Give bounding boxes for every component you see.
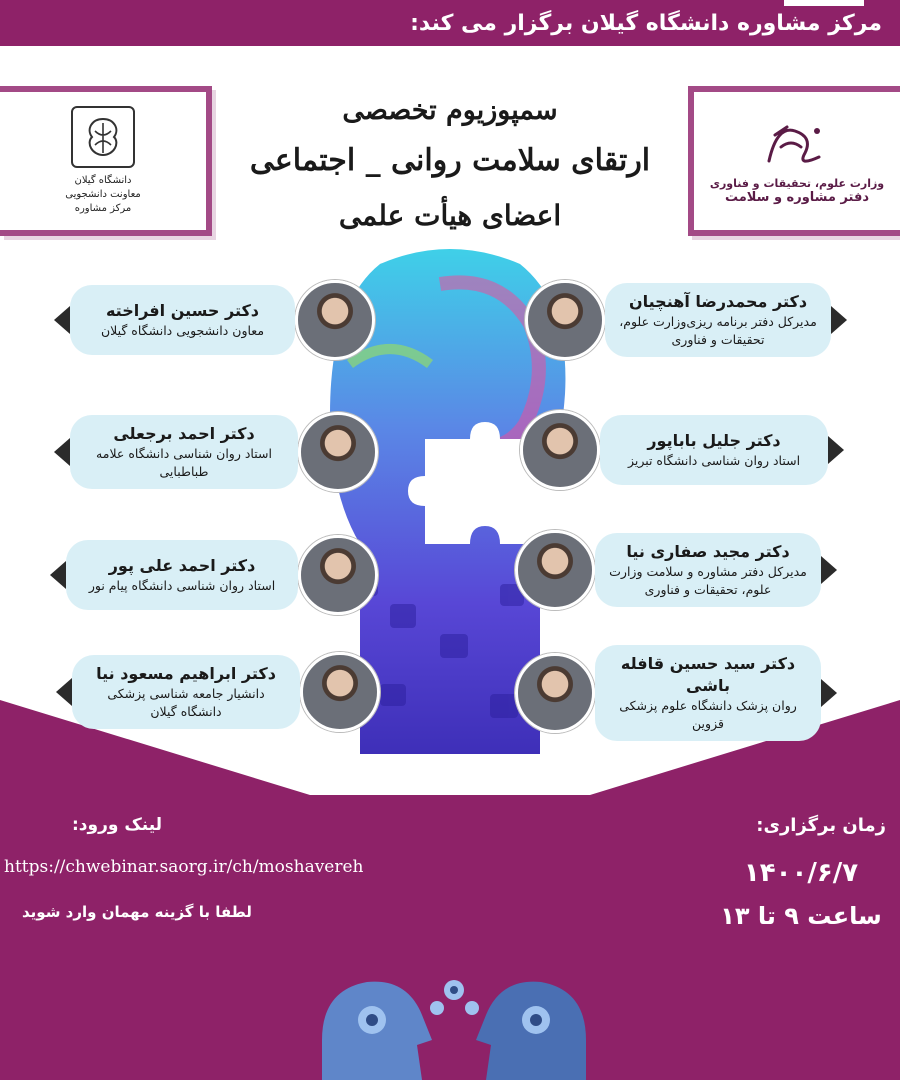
speaker-photo [515,653,595,733]
speaker-name: دکتر حسین افراخته [105,301,260,320]
university-logo-line2: معاونت دانشجویی [65,189,141,200]
banner-text: مرکز مشاوره دانشگاه گیلان برگزار می کند: [410,10,882,36]
speaker-name: دکتر احمد برجعلی [113,424,255,443]
speaker-name: دکتر جلیل باباپور [647,431,781,450]
speaker-name: دکتر سید حسین قافله باشی [620,654,796,695]
speaker-card [66,540,298,610]
ministry-logo-box [688,86,900,236]
title-line3: اعضای هیأت علمی [338,199,562,232]
speaker-photo [300,652,380,732]
university-logo-box [0,86,212,236]
event-title [230,90,670,242]
speaker-right-2 [520,410,858,490]
university-emblem-icon [71,106,135,168]
speaker-photo [525,280,605,360]
speaker-name: دکتر محمدرضا آهنچیان [628,292,808,311]
university-logo-line3: مرکز مشاوره [74,203,132,214]
speaker-left-4 [40,652,380,732]
banner-tab [784,0,864,6]
schedule-info [716,815,886,930]
university-logo-line1: دانشگاه گیلان [74,175,132,186]
speaker-role: مدیرکل دفتر مشاوره و سلامت وزارت علوم، تحقیقات و فناوری [609,564,807,597]
speaker-photo [298,535,378,615]
speaker-card [605,283,831,357]
top-banner [0,0,900,46]
speaker-left-1 [44,280,375,360]
title-line1: سمپوزیوم تخصصی [342,95,558,126]
speaker-photo [295,280,375,360]
speaker-photo [515,530,595,610]
ministry-logo-line2: دفتر مشاوره و سلامت [724,190,870,205]
speaker-photo [520,410,600,490]
speaker-photo [298,412,378,492]
speaker-role: روان پزشک دانشگاه علوم پزشکی قزوین [619,698,797,731]
speaker-role: معاون دانشجویی دانشگاه گیلان [100,323,265,338]
speaker-right-1 [525,280,855,360]
title-line2: ارتقای سلامت روانی _ اجتماعی [249,143,651,178]
speaker-right-4 [515,645,849,741]
access-info [0,815,380,921]
speaker-role: مدیرکل دفتر برنامه ریزی‌وزارت علوم، تحقیقات و فناوری [619,314,817,347]
webinar-link[interactable]: https://chwebinar.saorg.ir/ch/moshavereh [4,857,364,877]
speaker-card [595,533,821,607]
speaker-role: دانشیار جامعه شناسی پزشکی دانشگاه گیلان [107,686,265,719]
speaker-left-2 [34,412,378,492]
speaker-card [72,655,300,729]
speaker-role: استاد روان شناسی دانشگاه پیام نور [88,578,276,593]
ministry-emblem-icon [757,117,837,173]
speaker-name: دکتر احمد علی پور [108,556,256,575]
speaker-name: دکتر مجید صفاری نیا [626,542,790,561]
schedule-label: زمان برگزاری: [756,815,886,836]
guest-note: لطفا با گزینه مهمان وارد شوید [22,903,252,921]
gears-heads-illustration [312,970,596,1080]
speaker-card [70,415,298,489]
speaker-role: استاد روان شناسی دانشگاه علامه طباطبایی [96,446,272,479]
access-label: لینک ورود: [72,815,163,835]
ministry-logo-line1: وزارت علوم، تحقیقات و فناوری [709,177,885,190]
schedule-time: ساعت ۹ تا ۱۳ [720,902,882,930]
schedule-date: ۱۴۰۰/۶/۷ [743,858,859,888]
speaker-card [595,645,821,741]
speaker-right-3 [515,530,849,610]
speaker-card [600,415,828,485]
speaker-name: دکتر ابراهیم مسعود نیا [96,664,276,683]
speaker-card [70,285,295,355]
speaker-left-3 [34,535,378,615]
speaker-role: استاد روان شناسی دانشگاه تبریز [627,453,801,468]
